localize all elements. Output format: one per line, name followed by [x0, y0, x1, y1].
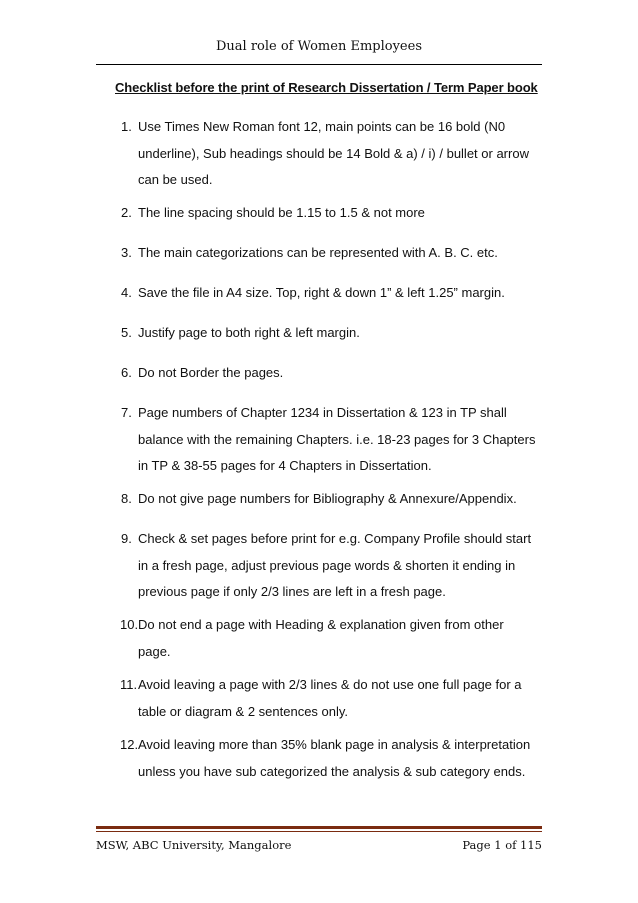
- list-item-text-line: Do not end a page with Heading & explanation given from other: [138, 617, 504, 632]
- list-item-text-line: The line spacing should be 1.15 to 1.5 & not more: [138, 205, 425, 220]
- list-item-text-line: Avoid leaving more than 35% blank page in analysis & interpretation: [138, 737, 531, 752]
- list-item-text-line: Do not Border the pages.: [138, 365, 284, 380]
- list-item: [115, 240, 575, 267]
- list-item-text-line: table or diagram & 2 sentences only.: [138, 703, 349, 719]
- list-item-number: 1.: [121, 119, 132, 134]
- list-item: [115, 280, 575, 307]
- list-item-text-line: Use Times New Roman font 12, main points can be 16 bold (N0: [138, 119, 506, 134]
- list-item-text-line: balance with the remaining Chapters. i.e. 18-23 pages for 3 Chapters: [138, 431, 536, 447]
- list-item: [115, 360, 575, 387]
- list-item: [115, 200, 575, 227]
- list-item-text-line: Page numbers of Chapter 1234 in Dissertation & 123 in TP shall: [138, 405, 507, 420]
- footer-page-number: Page 1 of 115: [462, 838, 542, 852]
- list-item: [115, 320, 575, 347]
- list-item-number: 11.: [120, 677, 138, 692]
- list-item-text-line: underline), Sub headings should be 14 Bold & a) / i) / bullet or arrow: [138, 145, 529, 161]
- list-item-number: 12.: [120, 737, 139, 752]
- list-item-number: 6.: [121, 365, 132, 380]
- list-item-text-line: page.: [138, 643, 171, 659]
- list-item-number: 2.: [121, 205, 132, 220]
- list-item-text-line: Avoid leaving a page with 2/3 lines & do not use one full page for a: [138, 677, 522, 692]
- header-title: Dual role of Women Employees: [216, 39, 422, 54]
- list-item-text-line: The main categorizations can be represented with A. B. C. etc.: [138, 245, 498, 260]
- list-item-text-line: Save the file in A4 size. Top, right & down 1” & left 1.25” margin.: [138, 285, 505, 300]
- list-item-number: 8.: [121, 491, 132, 506]
- footer-rule-thick: [96, 826, 542, 829]
- checklist-heading: Checklist before the print of Research Dissertation / Term Paper book: [115, 80, 538, 95]
- list-item-text-line: Justify page to both right & left margin.: [138, 325, 360, 340]
- list-item: [115, 486, 575, 513]
- list-item: [115, 672, 575, 725]
- list-item-number: 10.: [120, 617, 139, 632]
- list-item-text-line: in a fresh page, adjust previous page words & shorten it ending in: [138, 557, 516, 573]
- list-item-number: 3.: [121, 245, 132, 260]
- list-item: [115, 526, 575, 606]
- list-item-number: 9.: [121, 531, 132, 546]
- page-header: [96, 36, 542, 65]
- list-item-text-line: previous page if only 2/3 lines are left in a fresh page.: [138, 584, 446, 599]
- list-item-text-line: can be used.: [138, 172, 213, 187]
- list-item-number: 7.: [121, 405, 132, 420]
- list-item-number: 4.: [121, 285, 132, 300]
- footer-institution: MSW, ABC University, Mangalore: [96, 838, 292, 852]
- list-item: [115, 732, 575, 785]
- footer-rule-thin: [96, 831, 542, 832]
- list-item: [115, 612, 575, 665]
- list-item-text-line: Check & set pages before print for e.g. Company Profile should start: [138, 531, 532, 546]
- list-item-text-line: in TP & 38-55 pages for 4 Chapters in Dissertation.: [138, 458, 432, 473]
- list-item-number: 5.: [121, 325, 132, 340]
- list-item: [115, 400, 575, 480]
- list-item: [115, 114, 575, 194]
- list-item-text-line: unless you have sub categorized the analysis & sub category ends.: [138, 763, 526, 779]
- list-item-text-line: Do not give page numbers for Bibliography & Annexure/Appendix.: [138, 491, 517, 506]
